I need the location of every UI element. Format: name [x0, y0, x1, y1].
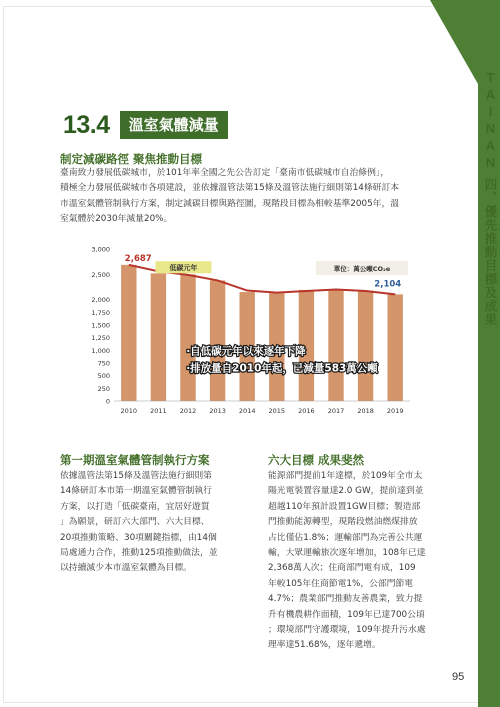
- block2-line: 方案，以打造「低碳臺南，宜居好遊質: [60, 501, 210, 512]
- x-tick-label: 2016: [298, 407, 315, 415]
- chapter-side-title: [474, 70, 498, 327]
- y-tick-label: 3,000: [91, 245, 110, 254]
- chart-note: ‧排放量自2010年起，已減量583萬公噸: [186, 362, 378, 375]
- y-tick-label: 1,250: [91, 334, 110, 343]
- bar: [151, 273, 166, 401]
- block3-paragraph: [268, 469, 450, 654]
- x-tick-label: 2018: [357, 407, 374, 415]
- block3-line: 能源部門提前1年達標，於109年全市太: [268, 471, 423, 481]
- block2-line: 局處通力合作，推動125項推動做法，並: [60, 548, 218, 559]
- emissions-chart: [90, 243, 410, 423]
- block3-line: 輸，大眾運輸旅次逐年增加，108年已達: [268, 548, 426, 559]
- y-tick-label: 0: [105, 397, 110, 406]
- block2-paragraph: [60, 469, 246, 577]
- block3-line: 占比僅佔1.8%；運輸部門為完善公共運: [268, 532, 423, 543]
- x-tick-label: 2015: [268, 407, 286, 415]
- bar: [388, 294, 403, 401]
- block3-line: 超越110年預計設置1GW目標；製造部: [268, 501, 421, 512]
- unit-label: 單位：萬公噸CO₂e: [333, 265, 391, 273]
- y-tick-label: 1,000: [91, 346, 110, 355]
- chart-svg: [90, 243, 410, 423]
- corner-decoration: [430, 0, 478, 84]
- bar: [328, 289, 343, 401]
- bar: [121, 265, 136, 401]
- section-number: 13.4: [63, 111, 110, 139]
- block3-heading: 六大目標 成果斐然: [268, 453, 365, 467]
- bar: [358, 291, 373, 401]
- block3-line: 2,368萬人次；住商部門電有成，109: [268, 563, 416, 574]
- last-data-label: 2,104: [374, 279, 402, 290]
- block2-line: 以持續減少本市溫室氣體為目標。: [60, 563, 192, 574]
- bar: [210, 280, 225, 401]
- block1-line: 市溫室氣體管制執行方案，制定減碳目標與路徑圖，現階段目標為相較基準2005年，溫: [60, 198, 400, 209]
- page-number: 95: [452, 671, 465, 683]
- block1-paragraph: [60, 166, 444, 228]
- y-tick-label: 750: [97, 359, 110, 368]
- block1-line: 積極全力發展低碳城市各項建設，並依據溫管法第15條及溫管法施行細則第14條研訂本: [60, 183, 400, 194]
- x-tick-label: 2014: [238, 407, 256, 415]
- block2-heading: 第一期溫室氣體管制執行方案: [60, 453, 210, 467]
- block1-line: 臺南致力發展低碳城市，於101年率全國之先公告訂定「臺南市低碳城市自治條例」，: [60, 168, 390, 178]
- x-tick-label: 2010: [120, 407, 138, 415]
- block2-line: 20項推動策略、30項關鍵指標，由14個: [60, 532, 217, 543]
- side-title-zh: 四、優先推動目標及成果: [483, 178, 497, 327]
- bar: [180, 274, 195, 401]
- block1-line: 室氣體於2030年減量20%。: [60, 214, 173, 225]
- y-tick-label: 2,000: [91, 296, 110, 305]
- block1-heading: 制定減碳路徑 聚焦推動目標: [60, 152, 203, 166]
- section-title: 溫室氣體減量: [120, 111, 228, 139]
- side-title-en: TAINAN: [483, 70, 498, 172]
- y-tick-label: 2,500: [91, 270, 110, 279]
- block2-line: 14條研訂本市第一期溫室氣體管制執行: [60, 486, 212, 497]
- x-tick-label: 2019: [386, 407, 404, 415]
- block3-line: 升有機農耕作面積，109年已達700公頃: [268, 609, 425, 620]
- y-tick-label: 500: [97, 372, 110, 381]
- low-carbon-tag-label: 低碳元年: [169, 264, 198, 273]
- chart-note: ‧自低碳元年以來逐年下降: [186, 345, 306, 358]
- x-tick-label: 2017: [327, 407, 345, 415]
- block2-line: 」為願景，研訂六大部門、六大目標、: [60, 517, 210, 528]
- x-tick-label: 2013: [209, 407, 226, 415]
- x-tick-label: 2012: [179, 407, 197, 415]
- block3-line: 理率達51.68%，逐年遞增。: [268, 640, 381, 651]
- y-tick-label: 1,500: [91, 321, 110, 330]
- block3-line: ；環境部門守護環境，109年提升污水處: [268, 625, 426, 636]
- block2-line: 依據溫管法第15條及溫管法施行細則第: [60, 471, 212, 481]
- y-tick-label: 250: [97, 384, 110, 393]
- y-tick-label: 1,750: [91, 308, 110, 317]
- first-data-label: 2,687: [124, 253, 152, 264]
- x-tick-label: 2011: [150, 407, 167, 415]
- block3-line: 陽光電裝置容量達2.0 GW，提前達到並: [268, 486, 424, 497]
- block3-line: 年較105年住商節電1%，公部門節電: [268, 578, 414, 589]
- block3-line: 門推動能源轉型，現階段燃油燃煤排放: [268, 517, 418, 528]
- block3-line: 4.7%；農業部門推動友善農業，致力提: [268, 594, 423, 605]
- section-header: [63, 111, 228, 139]
